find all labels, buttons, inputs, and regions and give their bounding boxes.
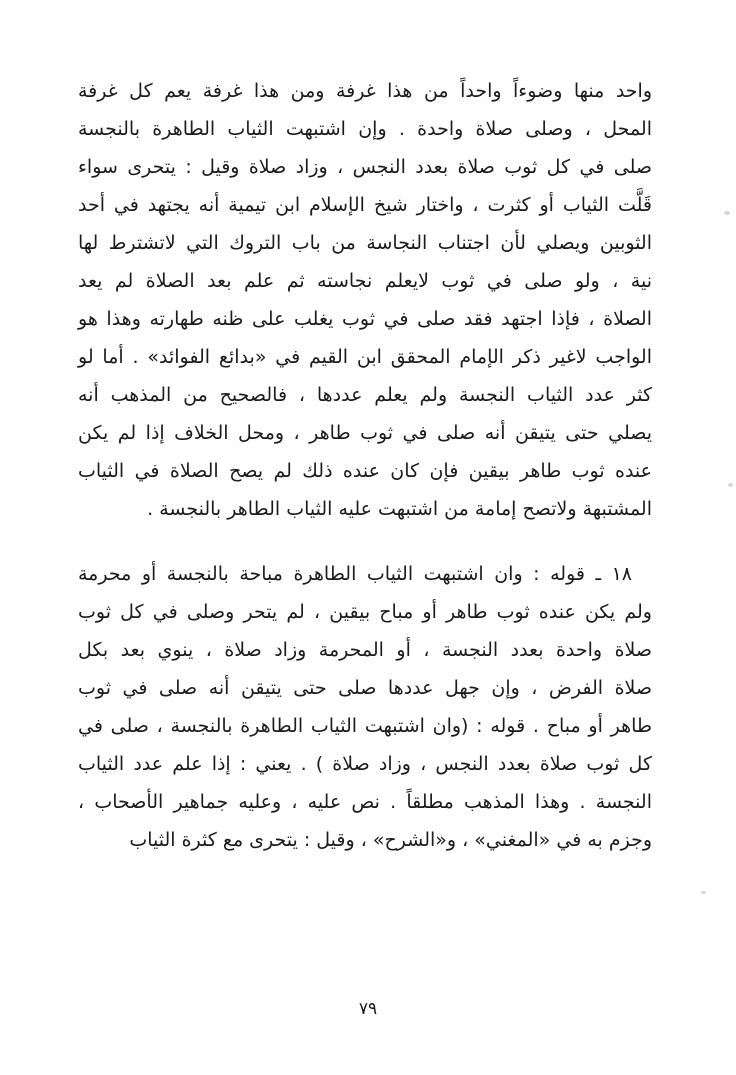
text-line: المشتبهة ولاتصح إمامة من اشتبهت عليه الثياب الطاهر بالنجسة . — [147, 498, 652, 520]
text-line: نية ، ولو صلى في ثوب لايعلم نجاسته ثم علم بعد الصلاة لم يعد — [78, 270, 652, 292]
text-line: كل ثوب صلاة بعدد النجس ، وزاد صلاة ) . يعني : إذا علم عدد الثياب — [78, 753, 652, 775]
text-line: الواجب لاغير ذكر الإمام المحقق ابن القيم في «بدائع الفوائد» . أما لو — [78, 346, 652, 368]
text-line: واحد منها وضوءاً واحداً من هذا غرفة ومن هذا غرفة يعم كل غرفة — [78, 80, 652, 102]
page-number: ٧٩ — [358, 999, 378, 1019]
text-line: كثر عدد الثياب النجسة ولم يعلم عددها ، فالصحيح من المذهب أنه — [78, 384, 652, 406]
paragraph-2 — [78, 555, 652, 859]
text-line: النجسة . وهذا المذهب مطلقاً . نص عليه ، وعليه جماهير الأصحاب ، — [78, 791, 652, 813]
text-line: الصلاة ، فإذا اجتهد فقد صلى في ثوب يغلب على ظنه طهارته وهذا هو — [78, 308, 652, 330]
text-line: صلى في كل ثوب صلاة بعدد النجس ، وزاد صلاة وقيل : يتحرى سواء — [78, 156, 652, 178]
text-line: صلاة الفرض ، وإن جهل عددها صلى حتى يتيقن أنه صلى في ثوب — [78, 677, 652, 699]
text-line: الثوبين ويصلي لأن اجتناب النجاسة من باب التروك التي لاتشترط لها — [78, 232, 652, 254]
text-line: ١٨ ـ قوله : وان اشتبهت الثياب الطاهرة مباحة بالنجسة أو محرمة — [78, 563, 632, 585]
scan-artifact — [724, 211, 730, 215]
text-line: المحل ، وصلى صلاة واحدة . وإن اشتبهت الثياب الطاهرة بالنجسة — [78, 118, 652, 140]
text-line: عنده ثوب طاهر بيقين فإن كان عنده ذلك لم يصح الصلاة في الثياب — [78, 460, 652, 482]
text-line: صلاة واحدة بعدد النجسة ، أو المحرمة وزاد صلاة ، ينوي بعد بكل — [78, 639, 652, 661]
scan-artifact — [728, 483, 733, 487]
text-line: قَلَّت الثياب أو كثرت ، واختار شيخ الإسلام ابن تيمية أنه يجتهد في أحد — [78, 194, 652, 216]
body-text — [78, 72, 652, 859]
text-line: طاهر أو مباح . قوله : (وان اشتبهت الثياب الطاهرة بالنجسة ، صلى في — [78, 715, 652, 737]
text-line: ولم يكن عنده ثوب طاهر أو مباح بيقين ، لم يتحر وصلى في كل ثوب — [78, 601, 652, 623]
scan-artifact — [701, 891, 706, 894]
paragraph-1 — [78, 72, 652, 528]
text-line: يصلي حتى يتيقن أنه صلى في ثوب طاهر ، ومحل الخلاف إذا لم يكن — [78, 422, 652, 444]
text-line: وجزم به في «المغني» ، و«الشرح» ، وقيل : يتحرى مع كثرة الثياب — [129, 829, 652, 851]
